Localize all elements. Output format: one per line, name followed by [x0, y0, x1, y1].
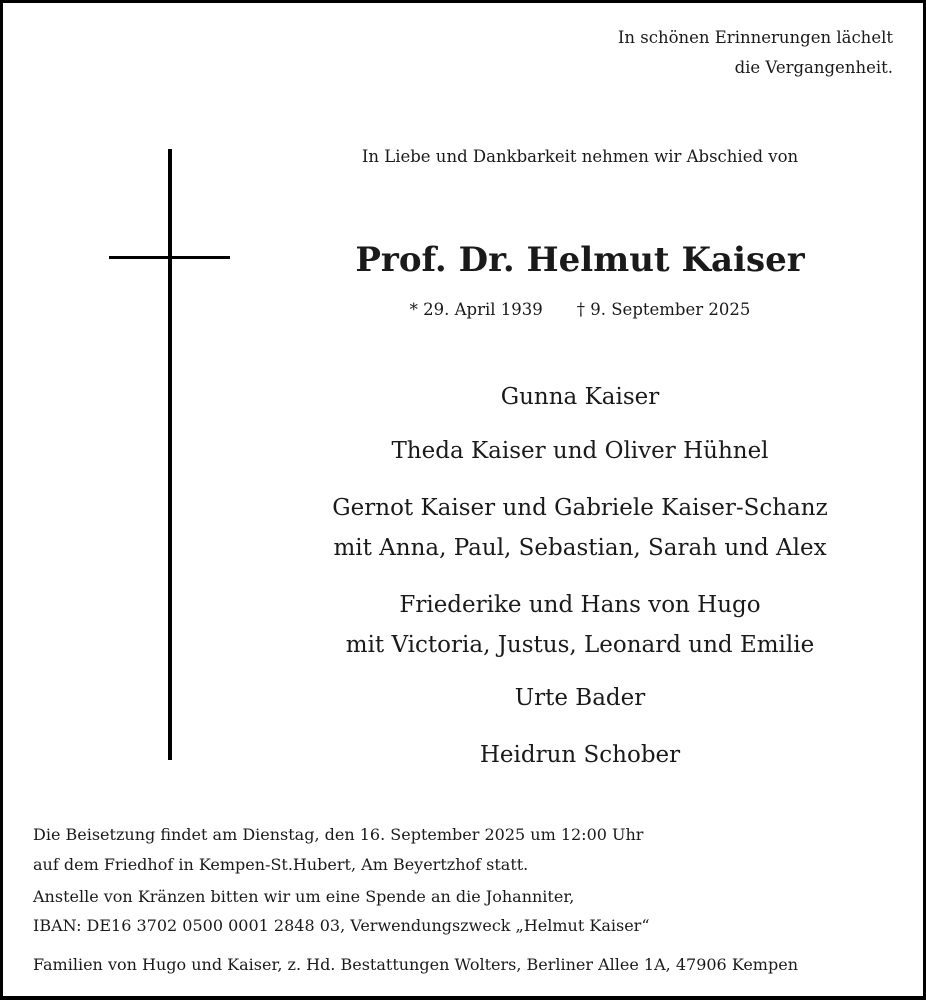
deceased-name: Prof. Dr. Helmut Kaiser — [355, 240, 805, 280]
death-date: 9. September 2025 — [590, 300, 751, 319]
motto-line-2: die Vergangenheit. — [734, 58, 893, 77]
cross-icon-vertical — [168, 149, 172, 760]
mourner-line: Gunna Kaiser — [500, 384, 660, 410]
funeral-info-line-2: auf dem Friedhof in Kempen-St.Hubert, Am Beyertzhof statt. — [33, 855, 529, 874]
birth-star-icon: * — [409, 300, 418, 319]
mourner-line: Friederike und Hans von Hugo — [399, 592, 761, 618]
motto-line-1: In schönen Erinnerungen lächelt — [617, 28, 893, 47]
mourner-line: mit Victoria, Justus, Leonard und Emilie — [345, 632, 815, 658]
mourner-line: Urte Bader — [514, 685, 646, 711]
donation-info-line-1: Anstelle von Kränzen bitten wir um eine Spende an die Johanniter, — [33, 887, 575, 906]
life-dates — [410, 302, 751, 319]
mourner-line: Heidrun Schober — [479, 742, 681, 768]
funeral-info-line-1: Die Beisetzung findet am Dienstag, den 16. September 2025 um 12:00 Uhr — [33, 825, 644, 844]
death-dagger-icon: † — [576, 300, 586, 319]
mourner-line: mit Anna, Paul, Sebastian, Sarah und Alex — [333, 535, 827, 561]
donation-info-line-2: IBAN: DE16 3702 0500 0001 2848 03, Verwendungszweck „Helmut Kaiser“ — [33, 916, 650, 935]
mourner-line: Theda Kaiser und Oliver Hühnel — [391, 438, 769, 464]
cross-icon-horizontal — [109, 256, 230, 259]
mourner-line: Gernot Kaiser und Gabriele Kaiser-Schanz — [332, 495, 828, 521]
contact-address: Familien von Hugo und Kaiser, z. Hd. Bestattungen Wolters, Berliner Allee 1A, 47906 Kempen — [33, 955, 798, 974]
birth-date: 29. April 1939 — [423, 300, 543, 319]
intro-text: In Liebe und Dankbarkeit nehmen wir Abschied von — [361, 147, 799, 166]
